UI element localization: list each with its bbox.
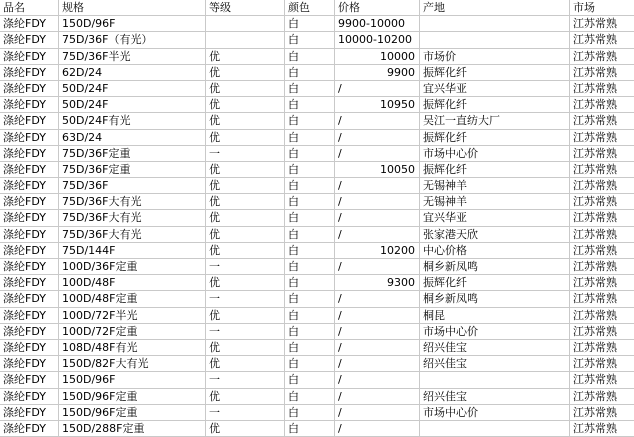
cell-spec[interactable]: 100D/72F定重 [59,324,206,339]
cell-spec[interactable]: 100D/36F定重 [59,259,206,274]
cell-price[interactable]: / [335,308,420,323]
cell-product-name[interactable]: 涤纶FDY [0,275,59,290]
cell-price[interactable]: / [335,210,420,225]
table-row [0,210,634,226]
cell-spec[interactable]: 108D/48F有光 [59,340,206,355]
cell-market[interactable]: 江苏常熟 [573,195,617,209]
cell-product-name[interactable]: 涤纶FDY [0,146,59,161]
cell-grade[interactable]: 一 [206,291,285,306]
cell-origin[interactable]: 无锡神羊 [420,194,570,209]
cell-market[interactable]: 江苏常熟 [573,292,617,306]
cell-grade[interactable] [206,16,285,31]
cell-grade[interactable]: 优 [206,210,285,225]
cell-spec[interactable]: 150D/96F定重 [59,389,206,404]
table-row [0,97,634,113]
header-name[interactable]: 品名 [0,0,59,15]
cell-color[interactable]: 白 [285,113,335,128]
cell-market[interactable]: 江苏常熟 [573,260,617,273]
cell-price[interactable]: / [335,259,420,274]
table-row [0,81,634,97]
cell-grade[interactable]: 优 [206,162,285,177]
table-row [0,405,634,421]
cell-price[interactable]: / [335,324,420,339]
cell-origin[interactable]: 宜兴华亚 [420,210,570,225]
table-row [0,146,634,162]
cell-color[interactable]: 白 [285,146,335,161]
cell-product-name[interactable]: 涤纶FDY [0,340,59,355]
cell-grade[interactable]: 优 [206,97,285,112]
cell-market[interactable]: 江苏常熟 [573,17,617,31]
table-row [0,421,634,437]
cell-market[interactable]: 江苏常熟 [573,33,617,47]
table-row [0,356,634,372]
cell-product-name[interactable]: 涤纶FDY [0,81,59,96]
cell-origin[interactable] [420,16,570,31]
cell-origin[interactable]: 桐昆 [420,308,570,323]
cell-grade[interactable]: 优 [206,65,285,80]
cell-grade[interactable]: 优 [206,130,285,145]
table-row [0,308,634,324]
cell-market[interactable]: 江苏常熟 [573,65,617,79]
cell-market[interactable]: 江苏常熟 [573,324,617,338]
cell-market[interactable]: 江苏常熟 [573,98,617,112]
cell-color[interactable]: 白 [285,243,335,258]
cell-price[interactable]: / [335,356,420,371]
table-row [0,65,634,81]
cell-product-name[interactable]: 涤纶FDY [0,32,59,47]
cell-spec[interactable]: 75D/36F大有光 [59,210,206,225]
cell-origin[interactable]: 绍兴佳宝 [420,340,570,355]
cell-market[interactable]: 江苏常熟 [573,373,617,387]
table-row [0,178,634,194]
table-row [0,389,634,405]
header-market[interactable]: 市场 [573,1,595,14]
cell-market[interactable]: 江苏常熟 [573,308,617,322]
cell-price[interactable]: 10950 [335,97,420,112]
table-row [0,32,634,48]
cell-origin[interactable]: 无锡神羊 [420,178,570,193]
cell-origin[interactable]: 振辉化纤 [420,275,570,290]
cell-product-name[interactable]: 涤纶FDY [0,65,59,80]
cell-origin[interactable]: 振辉化纤 [420,130,570,145]
table-row [0,130,634,146]
cell-color[interactable]: 白 [285,372,335,387]
cell-price[interactable]: / [335,194,420,209]
cell-grade[interactable]: 优 [206,227,285,242]
cell-origin[interactable]: 宜兴华亚 [420,81,570,96]
cell-product-name[interactable]: 涤纶FDY [0,227,59,242]
cell-grade[interactable]: 一 [206,146,285,161]
cell-origin[interactable] [420,372,570,387]
cell-market[interactable]: 江苏常熟 [573,114,617,128]
cell-market[interactable]: 江苏常熟 [573,130,617,144]
cell-market[interactable]: 江苏常熟 [573,340,617,354]
table-row [0,275,634,291]
cell-product-name[interactable]: 涤纶FDY [0,194,59,209]
cell-origin[interactable] [420,32,570,47]
cell-market[interactable]: 江苏常熟 [573,389,617,403]
table-row [0,291,634,307]
cell-color[interactable]: 白 [285,49,335,64]
cell-spec[interactable]: 75D/36F大有光 [59,227,206,242]
cell-price[interactable]: 10200 [335,243,420,258]
cell-price[interactable]: / [335,81,420,96]
cell-grade[interactable]: 优 [206,308,285,323]
cell-origin[interactable]: 绍兴佳宝 [420,389,570,404]
cell-market[interactable]: 江苏常熟 [573,421,617,435]
cell-grade[interactable]: 一 [206,372,285,387]
cell-price[interactable]: 10000 [335,49,420,64]
cell-spec[interactable]: 63D/24 [59,130,206,145]
cell-price[interactable]: 9300 [335,275,420,290]
cell-market[interactable]: 江苏常熟 [573,179,617,193]
cell-price[interactable]: / [335,130,420,145]
cell-color[interactable]: 白 [285,162,335,177]
table-row [0,194,634,210]
cell-spec[interactable]: 75D/144F [59,243,206,258]
cell-spec[interactable]: 100D/48F定重 [59,291,206,306]
table-row [0,49,634,65]
cell-product-name[interactable]: 涤纶FDY [0,178,59,193]
cell-product-name[interactable]: 涤纶FDY [0,113,59,128]
cell-product-name[interactable]: 涤纶FDY [0,356,59,371]
cell-spec[interactable]: 75D/36F定重 [59,162,206,177]
cell-product-name[interactable]: 涤纶FDY [0,324,59,339]
cell-grade[interactable]: 优 [206,194,285,209]
cell-color[interactable]: 白 [285,97,335,112]
cell-spec[interactable]: 50D/24F有光 [59,113,206,128]
table-row [0,16,634,32]
table-row [0,227,634,243]
cell-grade[interactable]: 优 [206,178,285,193]
cell-product-name[interactable]: 涤纶FDY [0,130,59,145]
cell-origin[interactable] [420,421,570,436]
cell-spec[interactable]: 75D/36F半光 [59,49,206,64]
cell-market[interactable]: 江苏常熟 [573,243,617,257]
table-body [0,16,634,437]
cell-price[interactable]: / [335,389,420,404]
cell-grade[interactable]: 优 [206,81,285,96]
cell-product-name[interactable]: 涤纶FDY [0,405,59,420]
cell-price[interactable]: 10000-10200 [335,32,420,47]
table-row [0,243,634,259]
cell-market[interactable]: 江苏常熟 [573,146,617,160]
cell-grade[interactable]: 优 [206,275,285,290]
cell-price[interactable]: 10050 [335,162,420,177]
cell-color[interactable]: 白 [285,65,335,80]
cell-price[interactable]: / [335,146,420,161]
cell-color[interactable]: 白 [285,405,335,420]
table-header-row [0,0,634,16]
cell-spec[interactable]: 75D/36F定重 [59,146,206,161]
table-row [0,324,634,340]
cell-origin[interactable]: 市场价 [420,49,570,64]
cell-origin[interactable]: 张家港天欣 [420,227,570,242]
cell-product-name[interactable]: 涤纶FDY [0,259,59,274]
header-color[interactable]: 颜色 [285,0,335,15]
cell-price[interactable]: / [335,178,420,193]
cell-spec[interactable]: 150D/96F [59,372,206,387]
cell-origin[interactable]: 中心价格 [420,243,570,258]
header-spec[interactable]: 规格 [59,0,206,15]
cell-color[interactable]: 白 [285,324,335,339]
cell-origin[interactable]: 市场中心价 [420,405,570,420]
cell-product-name[interactable]: 涤纶FDY [0,97,59,112]
cell-grade[interactable]: 优 [206,49,285,64]
cell-price[interactable]: / [335,291,420,306]
cell-market[interactable]: 江苏常熟 [573,405,617,419]
cell-color[interactable]: 白 [285,275,335,290]
cell-spec[interactable]: 150D/288F定重 [59,421,206,436]
cell-spec[interactable]: 150D/96F [59,16,206,31]
cell-spec[interactable]: 50D/24F [59,81,206,96]
cell-product-name[interactable]: 涤纶FDY [0,162,59,177]
table-row [0,162,634,178]
cell-grade[interactable] [206,32,285,47]
cell-product-name[interactable]: 涤纶FDY [0,421,59,436]
cell-spec[interactable]: 100D/48F [59,275,206,290]
cell-market[interactable]: 江苏常熟 [573,81,617,95]
cell-spec[interactable]: 75D/36F [59,178,206,193]
cell-product-name[interactable]: 涤纶FDY [0,389,59,404]
cell-spec[interactable]: 100D/72F半光 [59,308,206,323]
cell-color[interactable]: 白 [285,178,335,193]
cell-spec[interactable]: 62D/24 [59,65,206,80]
cell-origin[interactable]: 桐乡新凤鸣 [420,291,570,306]
cell-color[interactable]: 白 [285,130,335,145]
cell-color[interactable]: 白 [285,291,335,306]
cell-spec[interactable]: 150D/96F定重 [59,405,206,420]
cell-price[interactable]: / [335,113,420,128]
cell-grade[interactable]: 一 [206,324,285,339]
cell-spec[interactable]: 75D/36F大有光 [59,194,206,209]
table-row [0,259,634,275]
cell-origin[interactable]: 吴江一直纺大厂 [420,113,570,128]
cell-product-name[interactable]: 涤纶FDY [0,291,59,306]
cell-price[interactable]: 9900-10000 [335,16,420,31]
cell-product-name[interactable]: 涤纶FDY [0,210,59,225]
cell-color[interactable]: 白 [285,389,335,404]
cell-color[interactable]: 白 [285,259,335,274]
cell-grade[interactable]: 优 [206,243,285,258]
cell-color[interactable]: 白 [285,227,335,242]
cell-color[interactable]: 白 [285,16,335,31]
cell-color[interactable]: 白 [285,210,335,225]
cell-origin[interactable]: 市场中心价 [420,324,570,339]
cell-product-name[interactable]: 涤纶FDY [0,308,59,323]
cell-origin[interactable]: 桐乡新凤鸣 [420,259,570,274]
cell-spec[interactable]: 75D/36F（有光） [59,32,206,47]
cell-product-name[interactable]: 涤纶FDY [0,372,59,387]
cell-color[interactable]: 白 [285,340,335,355]
cell-product-name[interactable]: 涤纶FDY [0,49,59,64]
cell-grade[interactable]: 优 [206,340,285,355]
cell-price[interactable]: / [335,421,420,436]
table-row [0,340,634,356]
header-origin[interactable]: 产地 [420,0,570,15]
cell-grade[interactable]: 优 [206,389,285,404]
cell-origin[interactable]: 振辉化纤 [420,65,570,80]
cell-grade[interactable]: 优 [206,421,285,436]
cell-market[interactable]: 江苏常熟 [573,49,617,63]
cell-grade[interactable]: 优 [206,113,285,128]
cell-price[interactable]: / [335,372,420,387]
cell-color[interactable]: 白 [285,356,335,371]
cell-color[interactable]: 白 [285,421,335,436]
cell-market[interactable]: 江苏常熟 [573,211,617,225]
cell-market[interactable]: 江苏常熟 [573,227,617,241]
cell-price[interactable]: / [335,340,420,355]
cell-grade[interactable]: 一 [206,259,285,274]
header-price[interactable]: 价格 [335,0,420,15]
cell-product-name[interactable]: 涤纶FDY [0,243,59,258]
cell-grade[interactable]: 一 [206,405,285,420]
cell-market[interactable]: 江苏常熟 [573,357,617,371]
cell-price[interactable]: / [335,227,420,242]
cell-price[interactable]: 9900 [335,65,420,80]
cell-origin[interactable]: 绍兴佳宝 [420,356,570,371]
cell-price[interactable]: / [335,405,420,420]
cell-color[interactable]: 白 [285,32,335,47]
cell-grade[interactable]: 优 [206,356,285,371]
cell-color[interactable]: 白 [285,194,335,209]
cell-origin[interactable]: 市场中心价 [420,146,570,161]
header-grade[interactable]: 等级 [206,0,285,15]
cell-color[interactable]: 白 [285,308,335,323]
cell-product-name[interactable]: 涤纶FDY [0,16,59,31]
cell-spec[interactable]: 50D/24F [59,97,206,112]
table-row [0,113,634,129]
cell-color[interactable]: 白 [285,81,335,96]
cell-origin[interactable]: 振辉化纤 [420,162,570,177]
cell-market[interactable]: 江苏常熟 [573,162,617,176]
cell-origin[interactable]: 振辉化纤 [420,97,570,112]
cell-market[interactable]: 江苏常熟 [573,276,617,290]
table-row [0,372,634,388]
cell-spec[interactable]: 150D/82F大有光 [59,356,206,371]
